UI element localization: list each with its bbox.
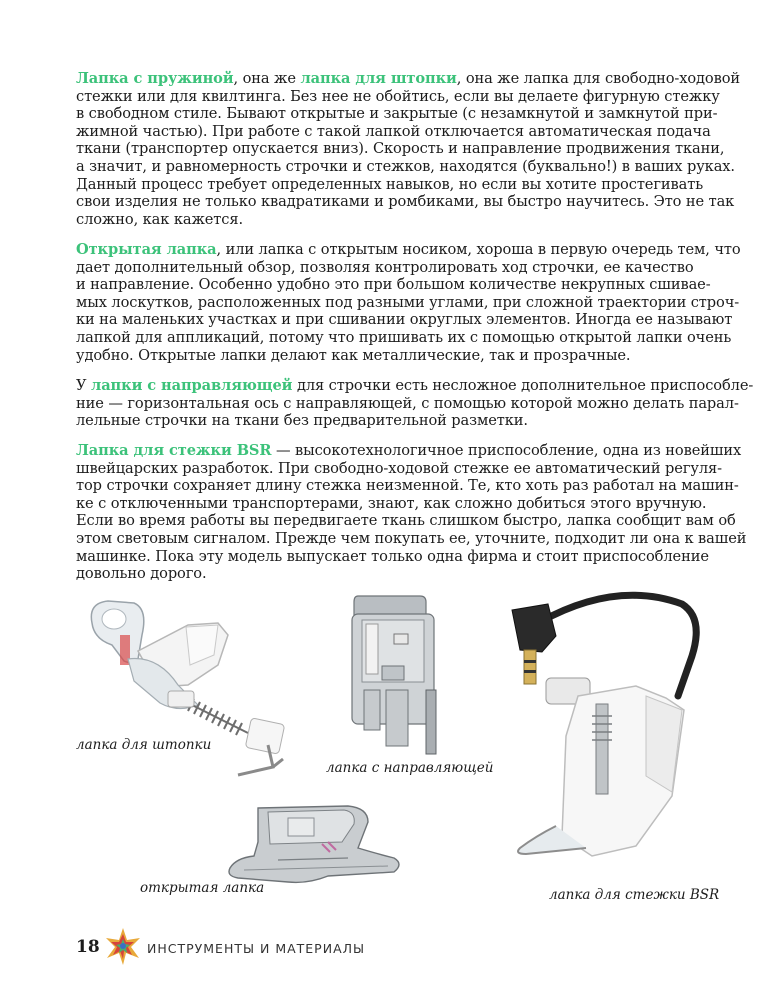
text-run: машинке. Пока эту модель выпускает только одна фирма и стоит приспособление (76, 547, 709, 565)
text-line (76, 529, 747, 548)
paragraph-bsr-foot (76, 442, 747, 583)
text-line (76, 565, 710, 583)
page-number: 18 (76, 937, 100, 957)
highlighted-term: лапки с направляющей (91, 377, 293, 394)
text-run: Данный процесс требует определенных навыков, но если вы хотите простегивать (76, 175, 704, 193)
caption-bsr-foot: лапка для стежки BSR (549, 887, 720, 903)
text-line (76, 193, 735, 211)
text-run: , она же лапка для свободно-ходовой (456, 70, 741, 87)
text-run: ке с отключенными транспортерами, знают, как сложно добиться этого вручную. (76, 494, 707, 512)
text-line (76, 87, 720, 106)
text-run: в свободном стиле. Бывают открытые и закрытые (с незамкнутой и замкнутой при- (76, 105, 718, 123)
text-run: — высокотехнологичное приспособление, одна из новейших (271, 442, 742, 459)
text-run: ткани (транспортер опускается вниз). Скорость и направление продвижения ткани, (76, 140, 725, 158)
text-run: , или лапка с открытым носиком, хороша в первую очередь тем, что (216, 241, 741, 258)
text-line (76, 157, 735, 176)
paragraph-open-foot (76, 241, 741, 364)
text-line (76, 347, 710, 365)
text-run: удобно. Открытые лапки делают как металлические, так и прозрачные. (76, 346, 631, 364)
text-run: и направление. Особенно удобно это при большом количестве некрупных сшивае- (76, 276, 711, 294)
text-run: жимной частью). При работе с такой лапкой отключается автоматическая подача (76, 122, 711, 140)
text-run: свои изделия не только квадратиками и ромбиками, вы быстро научитесь. Это не так (76, 193, 735, 211)
text-line (76, 123, 710, 141)
guide-foot-image (340, 590, 450, 760)
text-run: швейцарских разработок. При свободно-ходовой стежке ее автоматический регуля- (76, 459, 722, 477)
highlighted-term: Открытая лапка (76, 241, 217, 258)
text-run: стежки или для квилтинга. Без нее не обойтись, если вы делаете фигурную стежку (76, 87, 720, 105)
text-line (76, 442, 742, 460)
text-run: сложно, как кажется. (76, 210, 244, 228)
text-line (76, 105, 718, 123)
bsr-foot-image (496, 586, 716, 876)
text-line (76, 412, 710, 430)
text-run: лапкой для аппликаций, потому что пришивать их с помощью открытой лапки очень (76, 328, 732, 346)
paragraph-guide-foot (76, 377, 754, 430)
text-line (76, 176, 710, 194)
text-line (76, 140, 725, 158)
text-run: лельные строчки на ткани без предварительной разметки. (76, 412, 528, 430)
text-line (76, 241, 741, 259)
caption-open-foot: открытая лапка (140, 880, 265, 896)
text-run: У (76, 377, 91, 394)
text-run: для строчки есть несложное дополнительное приспособле- (292, 377, 754, 394)
text-line (76, 394, 739, 413)
text-line (76, 311, 733, 329)
caption-guide-foot: лапка с направляющей (326, 760, 494, 776)
text-run: Если во время работы вы передвигаете ткань слишком быстро, лапка сообщит вам об (76, 512, 736, 530)
text-line (76, 459, 722, 478)
text-line (76, 211, 710, 229)
paragraph-darning-foot (76, 70, 741, 228)
text-line (76, 293, 740, 312)
text-line (76, 548, 710, 566)
text-line (76, 495, 710, 513)
patchwork-star-icon (103, 926, 143, 966)
text-run: мых лоскутков, расположенных под разными углами, при сложной траектории строч- (76, 293, 740, 311)
text-run: тор строчки сохраняет длину стежка неизменной. Те, кто хоть раз работал на машин- (76, 477, 739, 495)
text-run: ки на маленьких участках и при сшивании округлых элементов. Иногда ее называют (76, 311, 733, 329)
text-line (76, 377, 754, 395)
text-line (76, 477, 739, 495)
text-line (76, 512, 736, 530)
text-line (76, 276, 710, 294)
text-run: дает дополнительный обзор, позволяя контролировать ход строчки, ее качество (76, 258, 694, 276)
text-run: этом световым сигналом. Прежде чем покупать ее, уточните, подходит ли она к вашей (76, 529, 747, 547)
caption-darning-foot: лапка для штопки (76, 737, 212, 753)
text-run: а значит, и равномерность строчки и стежков, находятся (буквально!) в ваших руках. (76, 157, 735, 175)
text-run: , она же (233, 70, 301, 87)
text-run: довольно дорого. (76, 565, 207, 583)
text-line (76, 259, 710, 277)
text-run: ние — горизонтальная ось с направляющей, с помощью которой можно делать парал- (76, 394, 739, 412)
highlighted-term: лапка для штопки (300, 70, 457, 87)
highlighted-term: Лапка с пружиной (76, 70, 234, 87)
highlighted-term: Лапка для стежки BSR (76, 442, 272, 459)
text-line (76, 70, 741, 88)
text-line (76, 328, 732, 347)
darning-foot-image (68, 595, 318, 795)
section-title: ИНСТРУМЕНТЫ И МАТЕРИАЛЫ (147, 941, 366, 956)
